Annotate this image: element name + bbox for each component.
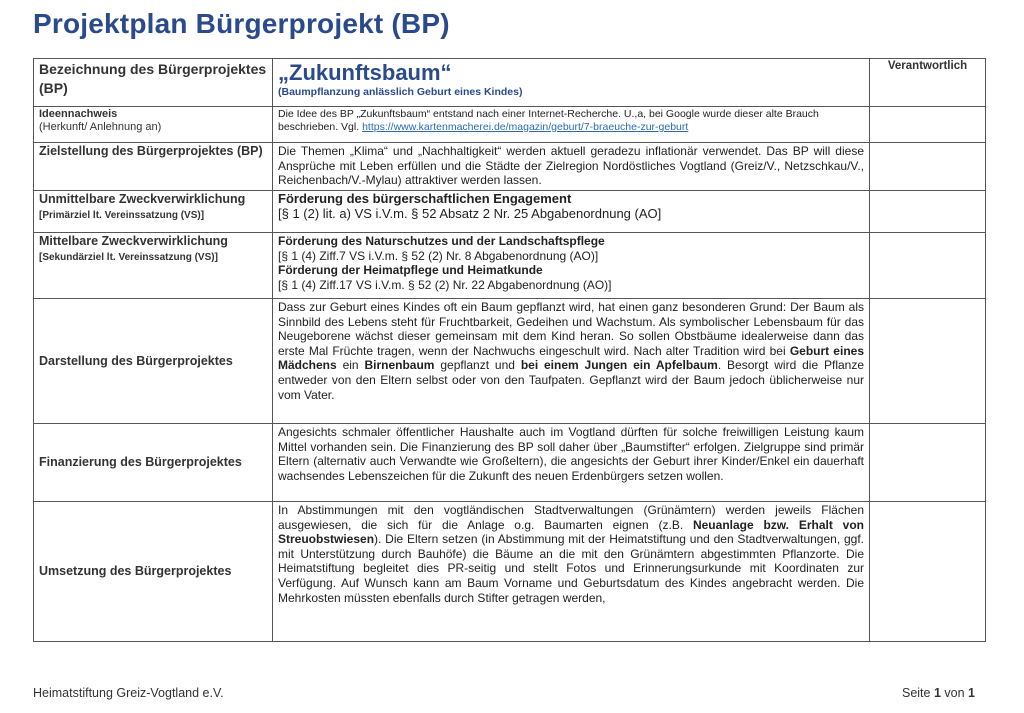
page-mid: von (944, 686, 965, 700)
umsetzung-text-a: In Abstimmungen mit den vogtländischen Stadtverwaltungen (Grünämtern) werden jeweils Flächen ausgewiesen, die sich für die Anlage o.g. Baumarten eignen (z.B. (278, 503, 864, 532)
table-row-finanzierung (34, 424, 986, 502)
table-row-mittelbar (34, 233, 986, 299)
responsible-cell-darstellung (870, 299, 986, 424)
unmittelbar-label-cell (34, 191, 273, 233)
unmittelbar-sublabel: [Primärziel lt. Vereinssatzung (VS)] (39, 210, 205, 221)
ideen-sublabel: (Herkunft/ Anlehnung an) (39, 121, 162, 133)
darstellung-bold-c: bei einem Jungen ein Apfelbaum (520, 358, 718, 373)
ideen-text-cell (273, 107, 870, 143)
responsible-cell-unmittelbar (870, 191, 986, 233)
finanzierung-text: Angesichts schmaler öffentlicher Haushalte auch im Vogtland dürften für solche freiwilligen Leistung kaum Mittel vorhanden sein. Die Finanzierung des BP soll daher über „Baumstifter“ erfolgen. Zielgruppe sind primär Eltern (alternativ auch Verwandte wie Großeltern), die angesichts der Geburt ihrer Kinder/Enkel ein dauerhaft wachsendes Lebenszeichen für die Zukunft des neuen Erdenbürgers setzen wollen. (273, 424, 870, 502)
responsible-cell-finanzierung (870, 424, 986, 502)
darstellung-text-b: ein (342, 358, 359, 373)
ziel-label: Zielstellung des Bürgerprojektes (BP) (34, 143, 273, 191)
table-row-ideen (34, 107, 986, 143)
mittelbar-heading-1: Förderung des Naturschutzes und der Landschaftspflege (278, 234, 605, 248)
ideen-text: Die Idee des BP „Zukunftsbaum“ entstand nach einer Internet-Recherche. U.,a, bei Google wurde dieser alte Brauch beschrieben. Vgl. (278, 108, 819, 133)
responsible-header: Verantwortlich (870, 59, 986, 107)
header-label: Bezeichnung des Bürgerprojektes (BP) (34, 59, 273, 107)
page-title: Projektplan Bürgerprojekt (BP) (33, 8, 450, 39)
mittelbar-text-cell (273, 233, 870, 299)
unmittelbar-text-cell (273, 191, 870, 233)
umsetzung-bold-a: Neuanlage bzw. Erhalt von Streuobstwiesen (278, 517, 864, 547)
darstellung-label: Darstellung des Bürgerprojektes (34, 299, 273, 424)
mittelbar-sublabel: [Sekundärziel lt. Vereinssatzung (VS)] (39, 252, 218, 263)
umsetzung-text-cell (273, 502, 870, 642)
project-subtitle: (Baumpflanzung anlässlich Geburt eines Kindes) (278, 86, 523, 98)
mittelbar-text-1: [§ 1 (4) Ziff.7 VS i.V.m. § 52 (2) Nr. 8 Abgabenordnung (AO)] (278, 248, 599, 263)
page-indicator (902, 686, 975, 700)
ideen-label-cell (34, 107, 273, 143)
page-prefix: Seite (901, 686, 931, 700)
page-current: 1 (933, 686, 941, 700)
responsible-cell-ziel (870, 143, 986, 191)
mittelbar-text-2: [§ 1 (4) Ziff.17 VS i.V.m. § 52 (2) Nr. 22 Abgabenordnung (AO)] (278, 277, 612, 292)
project-name-cell (273, 59, 870, 107)
ideen-label: Ideennachweis (39, 108, 118, 120)
darstellung-bold-a: Geburt eines Mädchens (278, 343, 864, 373)
darstellung-text-cell (273, 299, 870, 424)
table-row-ziel (34, 143, 986, 191)
mittelbar-label-cell (34, 233, 273, 299)
umsetzung-text-b: ). Die Eltern setzen (in Abstimmung mit der Heimatstiftung und den Stadtverwaltungen, ggf. mit Unterstützung durch Bauhöfe) die Bäume an die mit den Grünämtern abgestimmten Pflanzorte. Die Heimatstiftung begleitet dies PR-seitig und stellt Fotos und Erinnerungsurkunde mit Koordinaten zur Verfügung. Auf Wunsch kann am Baum Vorname und Geburtsdatum des Kindes angebracht werden. Die Mehrkosten müssten ebenfalls durch Stifter getragen werden, (278, 532, 864, 605)
ideen-link[interactable]: https://www.kartenmacherei.de/magazin/geburt/7-braeuche-zur-geburt (362, 121, 689, 133)
page-total: 1 (968, 686, 975, 700)
unmittelbar-heading: Förderung des bürgerschaftlichen Engagement (278, 191, 572, 206)
project-name: „Zukunftsbaum“ (278, 60, 452, 85)
darstellung-text-c: gepflanzt und (440, 358, 515, 373)
mittelbar-label: Mittelbare Zweckverwirklichung (39, 234, 228, 248)
mittelbar-heading-2: Förderung der Heimatpflege und Heimatkunde (278, 263, 543, 278)
darstellung-bold-b: Birnenbaum (364, 358, 435, 373)
finanzierung-label: Finanzierung des Bürgerprojektes (34, 424, 273, 502)
table-row-umsetzung (34, 502, 986, 642)
responsible-cell-ideen (870, 107, 986, 143)
unmittelbar-text: [§ 1 (2) lit. a) VS i.V.m. § 52 Absatz 2 Nr. 25 Abgabenordnung (AO] (278, 205, 662, 221)
table-row-header (34, 59, 986, 107)
project-plan-table (33, 58, 986, 642)
table-row-unmittelbar (34, 191, 986, 233)
responsible-cell-mittelbar (870, 233, 986, 299)
darstellung-text-d: . Besorgt wird die Pflanze entweder von den Eltern selbst oder von den Taufpaten. Gepflanzt wird der Baum jedoch üblicherweise nur vom Vater. (278, 358, 865, 402)
darstellung-text-a: Dass zur Geburt eines Kindes oft ein Baum gepflanzt wird, hat einen ganz besonderen Grund: Der Baum als Sinnbild des Lebens steht für Fruchtbarkeit, Gedeihen und Wachstum. Als symbolischer Lebensbaum für das Neugeborene wächst dieser gemeinsam mit dem Kind heran. So sollen Obstbäume idealerweise dann das erste Mal Früchte tragen, wenn der Nachwuchs eingeschult wird. Nach alter Tradition wird bei (278, 300, 864, 358)
responsible-cell-umsetzung (870, 502, 986, 642)
unmittelbar-label: Unmittelbare Zweckverwirklichung (39, 192, 246, 206)
umsetzung-label: Umsetzung des Bürgerprojektes (34, 502, 273, 642)
footer-org: Heimatstiftung Greiz-Vogtland e.V. (33, 686, 224, 700)
ziel-text: Die Themen „Klima“ und „Nachhaltigkeit“ werden aktuell geradezu inflationär verwendet. Das BP will diese Ansprüche mit Leben erfüllen und die Städte der Zielregion Nordöstliches Vogtland (Greiz/V., Netzschkau/V., Reichenbach/V.-Mylau) attraktiver werden lassen. (273, 143, 870, 191)
table-row-darstellung (34, 299, 986, 424)
